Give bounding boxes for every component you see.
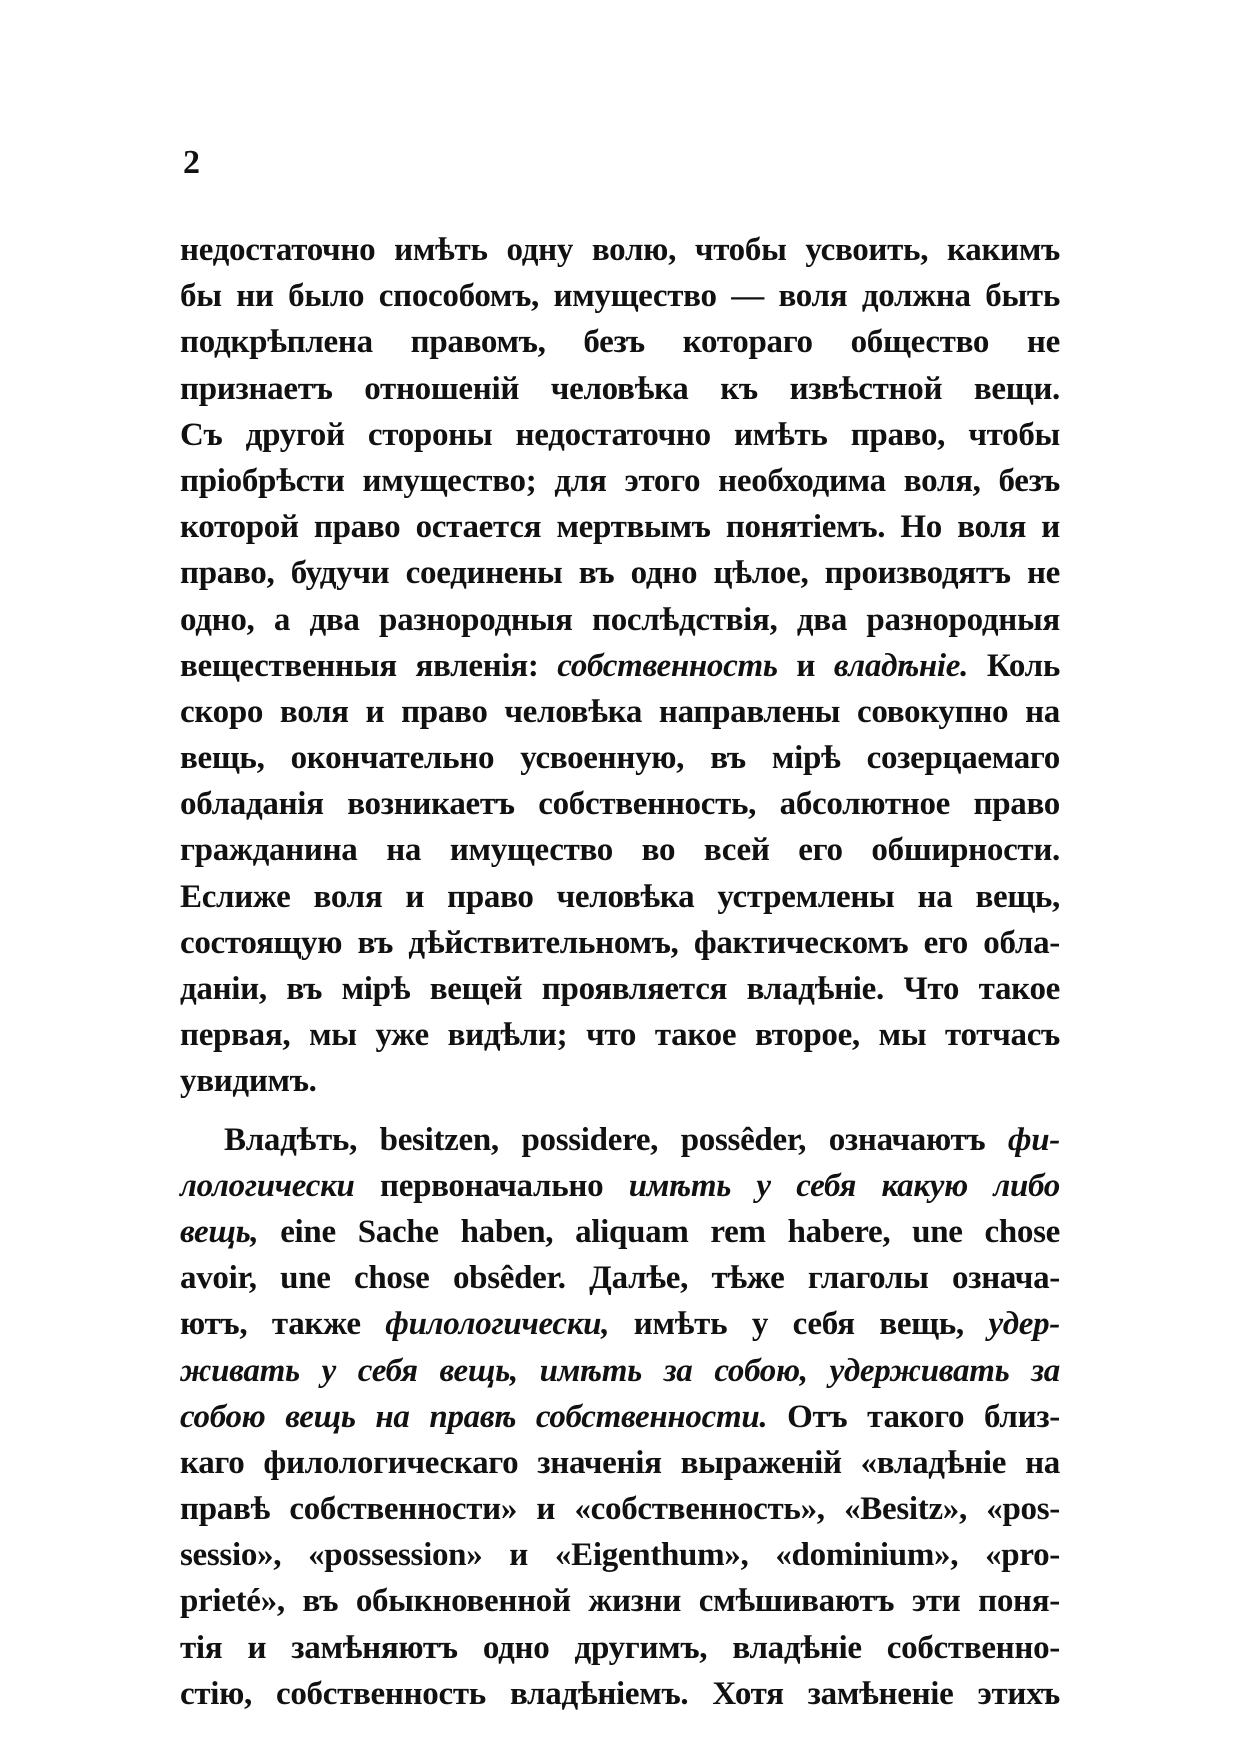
- text-segment: скоро воля и право человѣка направлены совокупно на: [180, 693, 1060, 730]
- text-line: [180, 1578, 1060, 1624]
- text-line: [180, 1058, 1060, 1104]
- italic-text: собственность: [557, 647, 778, 684]
- text-line: [180, 920, 1060, 966]
- text-line: [180, 366, 1060, 412]
- text-segment: подкрѣплена правомъ, безъ котораго общество не: [180, 324, 1060, 361]
- text-segment: гражданина на имущество во всей его обширности.: [180, 832, 1060, 869]
- italic-text: фи-: [1007, 1121, 1060, 1158]
- text-segment: которой право остается мертвымъ понятіемъ. Но воля и: [180, 509, 1060, 546]
- text-segment: ютъ, также: [180, 1306, 386, 1343]
- text-line: [180, 1301, 1060, 1347]
- text-line: [180, 735, 1060, 781]
- text-segment: Еслиже воля и право человѣка устремлены на вещь,: [180, 878, 1060, 915]
- italic-text: удер-: [988, 1306, 1060, 1343]
- italic-text: живать у себя вещь, имѣть за собою, удерживать за: [180, 1352, 1060, 1389]
- text-segment: бы ни было способомъ, имущество — воля должна быть: [180, 278, 1060, 315]
- italic-text: имѣть у себя какую либо: [628, 1167, 1060, 1204]
- text-segment: sessio», «possession» и «Eigenthum», «dominium», «pro-: [180, 1537, 1060, 1574]
- text-segment: первоначально: [354, 1167, 629, 1204]
- text-segment: недостаточно имѣть одну волю, чтобы усвоить, какимъ: [180, 232, 1060, 268]
- text-line: [180, 874, 1060, 920]
- text-segment: пріобрѣсти имущество; для этого необходима воля, безъ: [180, 462, 1060, 499]
- text-segment: правѣ собственности» и «собственность», «Besitz», «pos-: [180, 1491, 1060, 1528]
- paragraph-1: [180, 227, 1060, 1105]
- text-line: [180, 1625, 1060, 1671]
- italic-text: собою вещь на правѣ собственности.: [180, 1398, 768, 1435]
- text-line: [180, 412, 1060, 458]
- text-segment: и: [777, 647, 834, 684]
- text-line: [180, 504, 1060, 550]
- text-segment: avoir, une chose obsêder. Далѣе, тѣже глаголы означа-: [180, 1260, 1060, 1297]
- text-line: [180, 319, 1060, 365]
- text-segment: имѣть у себя вещь,: [609, 1306, 989, 1343]
- italic-text: вещь,: [180, 1213, 259, 1250]
- text-line: [180, 1255, 1060, 1301]
- paragraph-2: [180, 1117, 1060, 1717]
- text-segment: тія и замѣняютъ одно другимъ, владѣніе собственно-: [180, 1629, 1060, 1666]
- text-segment: Коль: [968, 647, 1060, 684]
- text-line: [180, 1012, 1060, 1058]
- text-segment: вещь, окончательно усвоенную, въ мірѣ созерцаемаго: [180, 740, 1060, 777]
- text-segment: Владѣть, besitzen, possidere, possêder, означаютъ: [224, 1121, 1008, 1158]
- text-line: [180, 827, 1060, 873]
- text-line: [180, 227, 1060, 273]
- text-line: [180, 550, 1060, 596]
- text-segment: Съ другой стороны недостаточно имѣть право, чтобы: [180, 416, 1060, 453]
- text-line: [180, 1486, 1060, 1532]
- text-line: [180, 458, 1060, 504]
- text-line: [180, 689, 1060, 735]
- text-line: [180, 273, 1060, 319]
- text-line: [180, 781, 1060, 827]
- text-segment: право, будучи соединены въ одно цѣлое, производятъ не: [180, 555, 1060, 592]
- text-segment: увидимъ.: [180, 1063, 317, 1100]
- text-segment: обладанія возникаетъ собственность, абсолютное право: [180, 786, 1060, 823]
- text-line: [180, 1440, 1060, 1486]
- text-line: [180, 1671, 1060, 1717]
- text-line: [180, 1117, 1060, 1163]
- body-text: [180, 227, 1060, 1717]
- text-segment: признаетъ отношеній человѣка къ извѣстной вещи.: [180, 370, 1060, 407]
- text-segment: вещественныя явленія:: [180, 647, 558, 684]
- text-segment: eine Sache haben, aliquam rem habere, une chose: [258, 1213, 1060, 1250]
- italic-text: лологически: [180, 1167, 355, 1204]
- text-line: [180, 597, 1060, 643]
- text-segment: первая, мы уже видѣли; что такое второе, мы тотчасъ: [180, 1017, 1060, 1054]
- text-segment: состоящую въ дѣйствительномъ, фактическомъ его обла-: [180, 924, 1060, 961]
- text-line: [180, 1348, 1060, 1394]
- italic-text: владѣніе.: [833, 647, 969, 684]
- italic-text: филологически,: [385, 1306, 610, 1343]
- text-line: [180, 1209, 1060, 1255]
- text-segment: Отъ такого близ-: [767, 1398, 1060, 1435]
- text-segment: одно, а два разнородныя послѣдствія, два разнородныя: [180, 601, 1060, 638]
- page-number: 2: [183, 144, 200, 181]
- text-line: [180, 1394, 1060, 1440]
- text-line: [180, 1163, 1060, 1209]
- text-line: [180, 1532, 1060, 1578]
- text-segment: даніи, въ мірѣ вещей проявляется владѣніе. Что такое: [180, 971, 1060, 1007]
- text-segment: каго филологическаго значенія выраженій «владѣніе на: [180, 1444, 1060, 1481]
- text-line: [180, 643, 1060, 689]
- text-segment: prieté», въ обыкновенной жизни смѣшиваютъ эти поня-: [180, 1583, 1060, 1620]
- text-segment: стію, собственность владѣніемъ. Хотя замѣненіе этихъ: [180, 1675, 1060, 1712]
- text-line: [180, 966, 1060, 1012]
